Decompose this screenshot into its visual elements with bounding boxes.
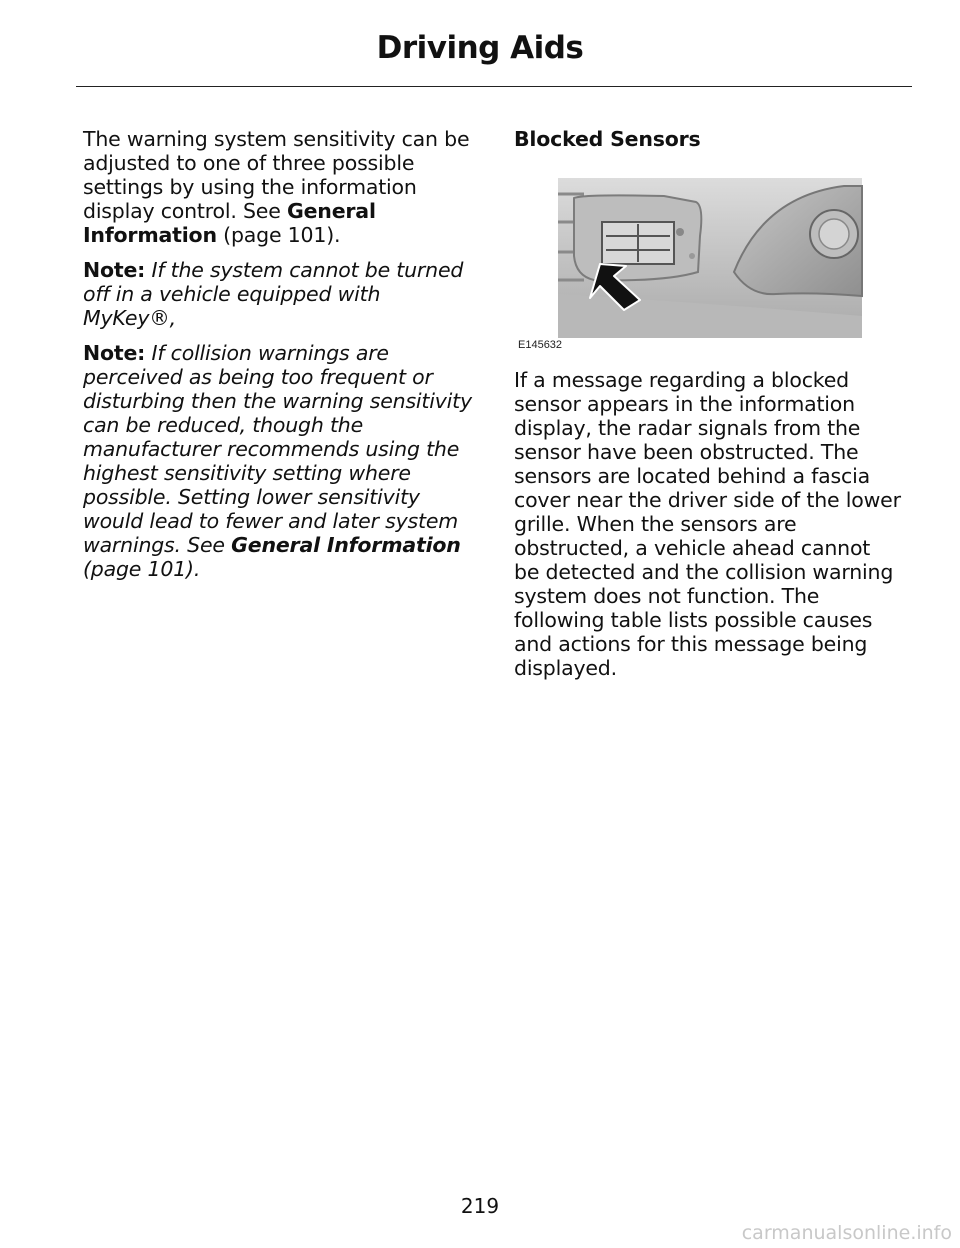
text-line: warnings. See bbox=[83, 533, 232, 557]
section-heading: Blocked Sensors bbox=[514, 127, 701, 151]
text-line: displayed. bbox=[514, 656, 617, 680]
text-line: be detected and the collision warning bbox=[514, 560, 894, 584]
text-line: If the system cannot be turned bbox=[145, 258, 464, 282]
general-info-link[interactable]: Information bbox=[83, 223, 217, 247]
note-mykey bbox=[83, 258, 478, 330]
right-column bbox=[514, 127, 914, 151]
screw bbox=[689, 253, 695, 259]
header-divider bbox=[76, 86, 912, 87]
fog-lamp-lens bbox=[819, 219, 849, 249]
watermark: carmanualsonline.info bbox=[741, 1222, 952, 1244]
text-line: manufacturer recommends using the bbox=[83, 437, 460, 461]
page-title: Driving Aids bbox=[376, 30, 584, 66]
text-line: cover near the driver side of the lower bbox=[514, 488, 901, 512]
text-line: sensor appears in the information bbox=[514, 392, 855, 416]
text-line: display control. See bbox=[83, 199, 287, 223]
page-ref: (page 101). bbox=[216, 223, 341, 247]
text-line: possible. Setting lower sensitivity bbox=[83, 485, 420, 509]
text-line: sensor have been obstructed. The bbox=[514, 440, 859, 464]
text-line: The warning system sensitivity can be bbox=[83, 127, 470, 151]
text-line: If a message regarding a blocked bbox=[514, 368, 849, 392]
text-line: adjusted to one of three possible bbox=[83, 151, 415, 175]
page-ref: (page 101). bbox=[83, 557, 201, 581]
text-line: perceived as being too frequent or bbox=[83, 365, 433, 389]
text-line: If collision warnings are bbox=[145, 341, 389, 365]
general-info-link[interactable]: General Information bbox=[231, 533, 461, 557]
text-line: disturbing then the warning sensitivity bbox=[83, 389, 472, 413]
text-line: sensors are located behind a fascia bbox=[514, 464, 870, 488]
text-line: grille. When the sensors are bbox=[514, 512, 797, 536]
blocked-sensor-figure bbox=[514, 176, 868, 356]
text-line: off in a vehicle equipped with MyKey®, bbox=[83, 282, 381, 330]
sensitivity-paragraph bbox=[83, 127, 478, 247]
text-line: obstructed, a vehicle ahead cannot bbox=[514, 536, 871, 560]
left-column bbox=[83, 127, 478, 592]
general-info-link[interactable]: General bbox=[286, 199, 376, 223]
text-line: can be reduced, though the bbox=[83, 413, 363, 437]
text-line: settings by using the information bbox=[83, 175, 417, 199]
figure-id: E145632 bbox=[518, 339, 563, 351]
blocked-sensor-paragraph bbox=[514, 368, 914, 680]
text-line: would lead to fewer and later system bbox=[83, 509, 459, 533]
sensor-location-illustration bbox=[514, 176, 868, 346]
text-line: system does not function. The bbox=[514, 584, 820, 608]
note-label: Note: bbox=[83, 258, 146, 282]
page-number: 219 bbox=[460, 1194, 500, 1218]
note-sensitivity bbox=[83, 341, 478, 581]
text-line: display, the radar signals from the bbox=[514, 416, 861, 440]
note-label: Note: bbox=[83, 341, 146, 365]
text-line: following table lists possible causes bbox=[514, 608, 873, 632]
sensor-clip bbox=[676, 228, 684, 236]
text-line: highest sensitivity setting where bbox=[83, 461, 411, 485]
text-line: and actions for this message being bbox=[514, 632, 868, 656]
